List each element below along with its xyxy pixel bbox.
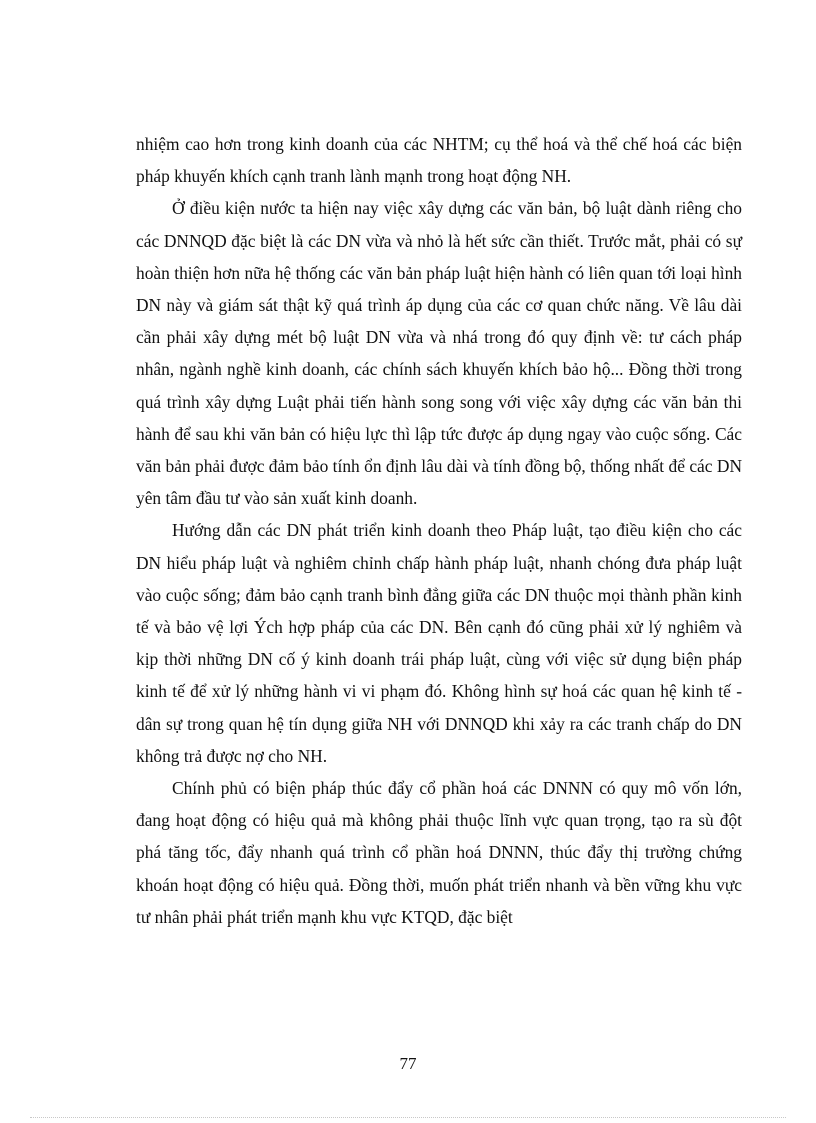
page-number: 77 [399,1054,417,1073]
paragraph-1: nhiệm cao hơn trong kinh doanh của các NHTM; cụ thể hoá và thể chế hoá các biện pháp khuyến khích cạnh tranh lành mạnh trong hoạt động NH. [136,134,742,187]
body-text [136,128,742,933]
footer-divider [30,1117,786,1118]
paragraph-2: Ở điều kiện nước ta hiện nay việc xây dựng các văn bản, bộ luật dành riêng cho các DNNQD đặc biệt là các DN vừa và nhỏ là hết sức cần thiết. Trước mắt, phải có sự hoàn thiện hơn nữa hệ thống các văn bản pháp luật hiện hành có liên quan tới loại hình DN này và giám sát thật kỹ quá trình áp dụng của các cơ quan chức năng. Về lâu dài cần phải xây dựng mét bộ luật DN vừa và nhá trong đó quy định về: tư cách pháp nhân, ngành nghề kinh doanh, các chính sách khuyến khích bảo hộ... Đồng thời trong quá trình xây dựng Luật phải tiến hành song song với việc xây dựng các văn bản thi hành để sau khi văn bản có hiệu lực thì lập tức được áp dụng ngay vào cuộc sống. Các văn bản phải được đảm bảo tính ổn định lâu dài và tính đồng bộ, thống nhất để các DN yên tâm đầu tư vào sản xuất kinh doanh. [136,198,742,509]
paragraph-3: Hướng dẫn các DN phát triển kinh doanh theo Pháp luật, tạo điều kiện cho các DN hiểu pháp luật và nghiêm chỉnh chấp hành pháp luật, nhanh chóng đưa pháp luật vào cuộc sống; đảm bảo cạnh tranh bình đẳng giữa các DN thuộc mọi thành phần kinh tế và bảo vệ lợi Ých hợp pháp của các DN. Bên cạnh đó cũng phải xử lý nghiêm và kịp thời những DN cố ý kinh doanh trái pháp luật, cùng với việc sử dụng biện pháp kinh tế để xử lý những hành vi vi phạm đó. Không hình sự hoá các quan hệ kinh tế - dân sự trong quan hệ tín dụng giữa NH với DNNQD khi xảy ra các tranh chấp do DN không trả được nợ cho NH. [136,520,742,766]
paragraph-4: Chính phủ có biện pháp thúc đẩy cổ phần hoá các DNNN có quy mô vốn lớn, đang hoạt động có hiệu quả mà không phải thuộc lĩnh vực quan trọng, tạo ra sù đột phá tăng tốc, đẩy nhanh quá trình cổ phần hoá DNNN, thúc đẩy thị trường chứng khoán hoạt động có hiệu quả. Đồng thời, muốn phát triển nhanh và bền vững khu vực tư nhân phải phát triển mạnh khu vực KTQD, đặc biệt [136,778,742,927]
